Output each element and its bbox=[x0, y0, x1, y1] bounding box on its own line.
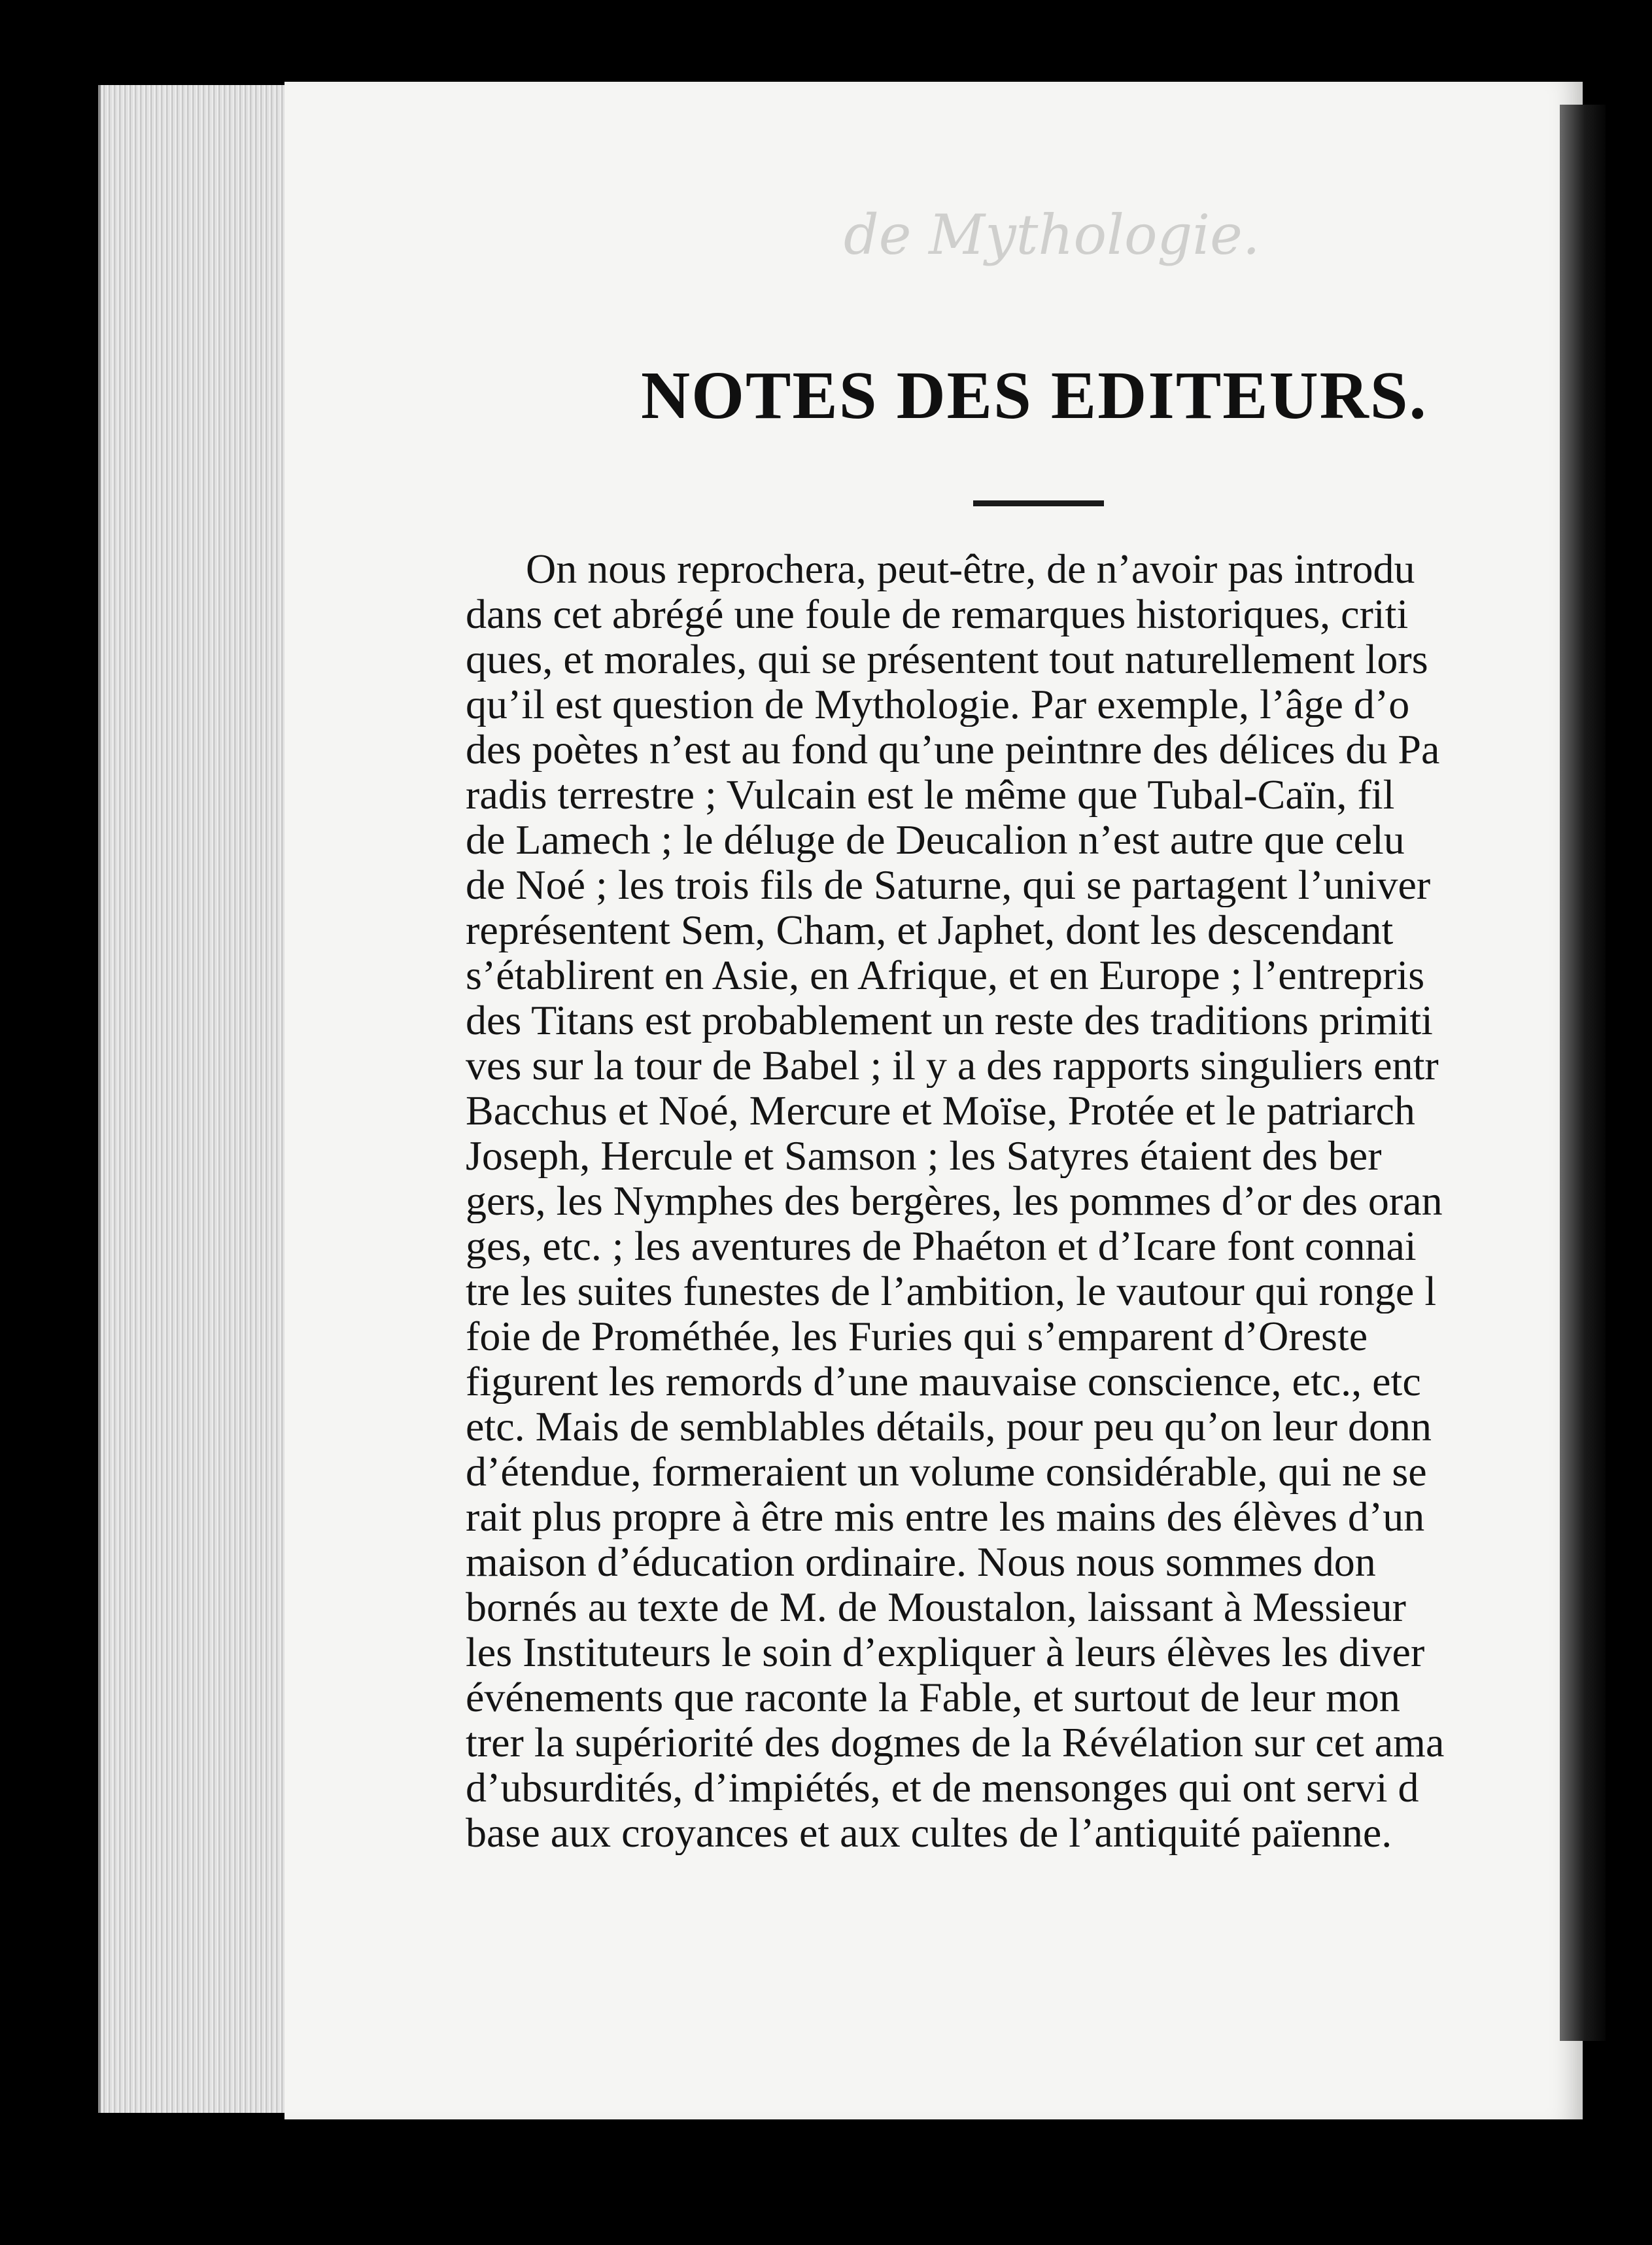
text-line: radis terrestre ; Vulcain est le même que Tubal-Caïn, fil bbox=[466, 772, 1395, 817]
text-line: etc. Mais de semblables détails, pour peu qu’on leur donn bbox=[466, 1404, 1432, 1449]
text-line: d’ubsurdités, d’impiétés, et de mensonges qui ont servi d bbox=[466, 1765, 1419, 1810]
text-line: Joseph, Hercule et Samson ; les Satyres étaient des ber bbox=[466, 1133, 1382, 1178]
text-line: rait plus propre à être mis entre les mains des élèves d’un bbox=[466, 1494, 1425, 1539]
text-line: représentent Sem, Cham, et Japhet, dont les descendant bbox=[466, 907, 1394, 952]
page-stack-edge bbox=[98, 85, 290, 2113]
text-line: s’établirent en Asie, en Afrique, et en Europe ; l’entrepris bbox=[466, 952, 1425, 998]
text-line: dans cet abrégé une foule de remarques historiques, criti bbox=[466, 591, 1409, 636]
page-title: NOTES DES EDITEURS. bbox=[641, 358, 1428, 433]
text-line: ves sur la tour de Babel ; il y a des rapports singuliers entr bbox=[466, 1043, 1439, 1088]
text-line: qu’il est question de Mythologie. Par exemple, l’âge d’o bbox=[466, 682, 1410, 727]
text-line: de Lamech ; le déluge de Deucalion n’est autre que celu bbox=[466, 817, 1405, 862]
text-line: les Instituteurs le soin d’expliquer à leurs élèves les diver bbox=[466, 1629, 1425, 1675]
text-line: trer la supériorité des dogmes de la Révélation sur cet ama bbox=[466, 1720, 1445, 1765]
text-line: figurent les remords d’une mauvaise conscience, etc., etc bbox=[466, 1359, 1421, 1404]
text-line: On nous reprochera, peut-être, de n’avoir pas introdu bbox=[526, 546, 1415, 591]
text-line: événements que raconte la Fable, et surtout de leur mon bbox=[466, 1675, 1400, 1720]
text-line: tre les suites funestes de l’ambition, le vautour qui ronge l bbox=[466, 1268, 1437, 1314]
body-paragraph bbox=[466, 546, 1564, 1907]
text-line: ques, et morales, qui se présentent tout naturellement lors bbox=[466, 636, 1428, 682]
text-line: des poètes n’est au fond qu’une peintnre des délices du Pa bbox=[466, 727, 1440, 772]
bleed-through-text: de Mythologie. bbox=[844, 203, 1260, 267]
text-line: Bacchus et Noé, Mercure et Moïse, Protée et le patriarch bbox=[466, 1088, 1415, 1133]
book-binding bbox=[1560, 105, 1606, 2041]
text-line: foie de Prométhée, les Furies qui s’emparent d’Oreste bbox=[466, 1314, 1368, 1359]
text-line: gers, les Nymphes des bergères, les pommes d’or des oran bbox=[466, 1178, 1443, 1223]
text-line: des Titans est probablement un reste des traditions primiti bbox=[466, 998, 1433, 1043]
text-line: d’étendue, formeraient un volume considérable, qui ne se bbox=[466, 1449, 1427, 1494]
text-line: maison d’éducation ordinaire. Nous nous sommes don bbox=[466, 1539, 1376, 1584]
text-line: bornés au texte de M. de Moustalon, laissant à Messieur bbox=[466, 1584, 1406, 1629]
title-rule bbox=[973, 500, 1104, 506]
text-line: ges, etc. ; les aventures de Phaéton et d’Icare font connai bbox=[466, 1223, 1417, 1268]
text-line: base aux croyances et aux cultes de l’antiquité païenne. bbox=[466, 1810, 1392, 1855]
text-line: de Noé ; les trois fils de Saturne, qui se partagent l’univer bbox=[466, 862, 1431, 907]
